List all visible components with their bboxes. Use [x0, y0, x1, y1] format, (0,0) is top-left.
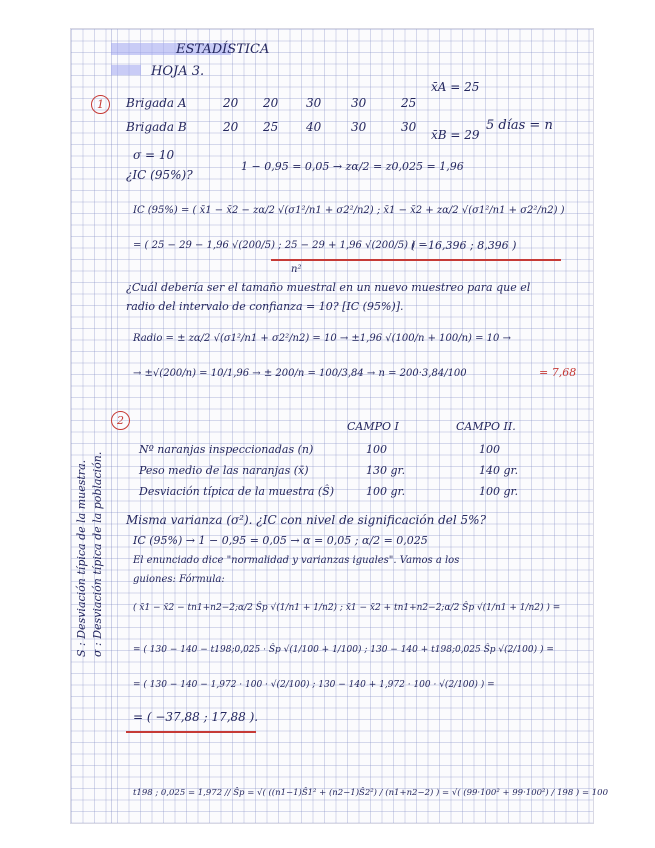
row-label: Nº naranjas inspeccionadas (n) — [139, 443, 314, 456]
row-value: 100 gr. — [366, 485, 406, 498]
alpha-line: 1 − 0,95 = 0,05 → zα/2 = z0,025 = 1,96 — [241, 160, 464, 173]
ci-result: = ( −37,88 ; 17,88 ). — [133, 710, 259, 724]
side-note-population-sd: σ : Desviación típica de la población. — [91, 451, 104, 657]
footer-calculation: t198 ; 0,025 = 1,972 // Ŝp = √( ((n1−1)Ŝ1² + (n2−1)Ŝ2²) / (n1+n2−2) ) = √( (99·100² + 99·100²) / 198 ) = 100 — [133, 788, 608, 798]
ic-question: ¿IC (95%)? — [126, 168, 193, 182]
mean-b: x̄B = 29 — [431, 128, 480, 142]
ci-result-underline — [126, 731, 256, 733]
row-value: 100 — [479, 443, 500, 456]
mean-a: x̄A = 25 — [431, 80, 480, 94]
column-campo-2: CAMPO II. — [456, 420, 516, 433]
ci-step-1: = ( 130 − 140 − t198;0,025 · Ŝp √(1/100 + 1/100) ; 130 − 140 + t198;0,025 Ŝp √(2/100) ) = — [133, 645, 554, 655]
radio-equation: Radio = ± zα/2 √(σ1²/n1 + σ2²/n2) = 10 → ±1,96 √(100/n + 100/n) = 10 → — [133, 333, 511, 344]
brigada-a-value: 30 — [351, 96, 367, 110]
brigada-a-label: Brigada A — [126, 96, 187, 110]
statement-line-1: El enunciado dice "normalidad y varianzas iguales". Vamos a los — [133, 555, 460, 566]
brigada-a-value: 30 — [306, 96, 322, 110]
ic-result: ( −16,396 ; 8,396 ) — [411, 239, 517, 252]
sigma-value: σ = 10 — [133, 148, 175, 162]
row-value: 130 gr. — [366, 464, 406, 477]
question-line-2: radio del intervalo de confianza = 10? [IC (95%)]. — [126, 300, 404, 313]
row-value: 140 gr. — [479, 464, 519, 477]
exercise-2-question: Misma varianza (σ²). ¿IC con nivel de significación del 5%? — [126, 513, 487, 527]
exercise-2-number: 2 — [111, 411, 130, 430]
row-label: Peso medio de las naranjas (x̄) — [139, 464, 309, 477]
column-campo-1: CAMPO I — [347, 420, 399, 433]
brigada-b-value: 40 — [306, 120, 322, 134]
alpha-line-2: IC (95%) → 1 − 0,95 = 0,05 → α = 0,05 ; α/2 = 0,025 — [133, 534, 428, 547]
brigada-b-value: 30 — [351, 120, 367, 134]
result-underline — [271, 259, 561, 261]
side-note-sample-sd: S : Desviación típica de la muestra. — [75, 459, 88, 657]
radio-equation-2: → ±√(200/n) = 10/1,96 → ± 200/n = 100/3,84 → n = 200·3,84/100 — [133, 368, 467, 379]
brigada-b-value: 25 — [263, 120, 279, 134]
exercise-1-number: 1 — [91, 95, 110, 114]
row-value: 100 — [366, 443, 387, 456]
row-label: Desviación típica de la muestra (Ŝ) — [139, 485, 335, 498]
ci-formula: ( x̄1 − x̄2 − tn1+n2−2;α/2 Ŝp √(1/n1 + 1/n2) ; x̄1 − x̄2 + tn1+n2−2;α/2 Ŝp √(1/n1 + 1/n2) ) = — [133, 603, 561, 613]
page-subtitle: HOJA 3. — [151, 64, 205, 79]
page-title: ESTADÍSTICA — [176, 42, 270, 57]
subtitle-highlight — [111, 65, 141, 75]
ic-substitution: = ( 25 − 29 − 1,96 √(200/5) ; 25 − 29 + 1,96 √(200/5) ) = — [133, 240, 427, 251]
row-value: 100 gr. — [479, 485, 519, 498]
n-squared-note: n² — [291, 264, 302, 275]
ci-step-2: = ( 130 − 140 − 1,972 · 100 · √(2/100) ; 130 − 140 + 1,972 · 100 · √(2/100) ) = — [133, 680, 495, 690]
brigada-b-value: 20 — [223, 120, 239, 134]
brigada-a-value: 20 — [223, 96, 239, 110]
notebook-page — [70, 28, 608, 824]
n-result: = 7,68 — [539, 366, 577, 379]
ic-formula: IC (95%) = ( x̄1 − x̄2 − zα/2 √(σ1²/n1 + σ2²/n2) ; x̄1 − x̄2 + zα/2 √(σ1²/n1 + σ2²/n2) ) — [133, 205, 565, 216]
days-n: 5 días = n — [486, 118, 553, 133]
question-line-1: ¿Cuál debería ser el tamaño muestral en un nuevo muestreo para que el — [126, 281, 531, 294]
brigada-b-label: Brigada B — [126, 120, 187, 134]
statement-line-2: guiones: Fórmula: — [133, 574, 225, 585]
brigada-b-value: 30 — [401, 120, 417, 134]
brigada-a-value: 20 — [263, 96, 279, 110]
brigada-a-value: 25 — [401, 96, 417, 110]
